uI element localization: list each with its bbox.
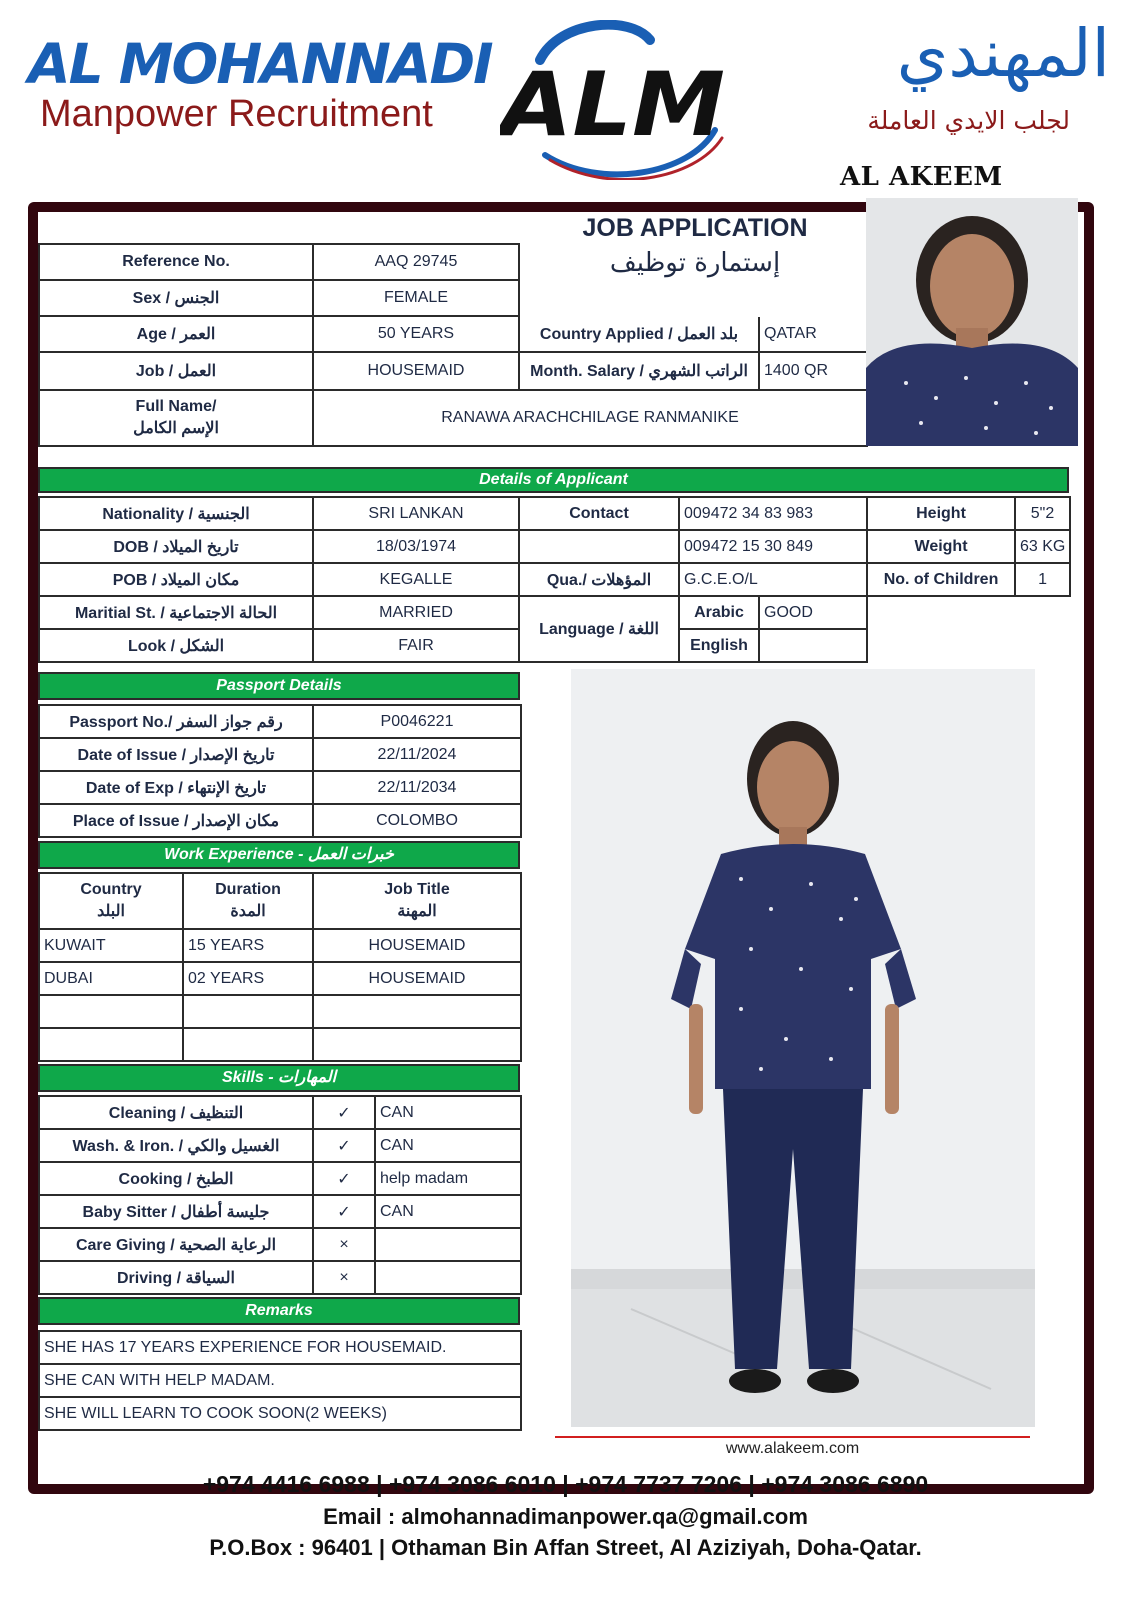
- skill-mark: ✓: [313, 1195, 375, 1228]
- skill-mark: ✓: [313, 1162, 375, 1195]
- arabic-label: Arabic: [679, 596, 759, 629]
- work-country: [39, 995, 183, 1028]
- skill-row: [39, 1096, 521, 1129]
- phone-2: 009472 15 30 849: [679, 530, 867, 563]
- remark-line: SHE WILL LEARN TO COOK SOON(2 WEEKS): [39, 1397, 521, 1430]
- skill-mark: ×: [313, 1228, 375, 1261]
- brand-name: AL MOHANNADI: [28, 32, 492, 96]
- look-label: Look / الشكل: [39, 629, 313, 662]
- table-row: [39, 1028, 521, 1061]
- page-title: JOB APPLICATION: [582, 214, 808, 242]
- height-label: Height: [867, 497, 1015, 530]
- passport-no-value: P0046221: [313, 705, 521, 738]
- language-label: Language / اللغة: [519, 596, 679, 662]
- weight-label: Weight: [867, 530, 1015, 563]
- work-experience-table: [38, 872, 522, 1062]
- remarks-heading: Remarks: [38, 1297, 520, 1325]
- table-row: [39, 962, 521, 995]
- nationality-label: Nationality / الجنسية: [39, 497, 313, 530]
- skill-note: [375, 1261, 521, 1294]
- skills-heading: Skills - المهارات: [38, 1064, 520, 1092]
- skill-mark: ✓: [313, 1096, 375, 1129]
- skill-label: Wash. & Iron. / الغسيل والكي: [39, 1129, 313, 1162]
- phone-1: 009472 34 83 983: [679, 497, 867, 530]
- skill-label: Care Giving / الرعاية الصحية: [39, 1228, 313, 1261]
- work-country: KUWAIT: [39, 929, 183, 962]
- alm-logo: [500, 20, 730, 180]
- job-value: HOUSEMAID: [313, 352, 519, 390]
- country-applied-label: Country Applied / بلد العمل: [519, 316, 759, 352]
- skill-row: [39, 1195, 521, 1228]
- arabic-value: GOOD: [759, 596, 867, 629]
- passport-table: [38, 704, 522, 838]
- children-value: 1: [1015, 563, 1070, 596]
- skill-note: [375, 1228, 521, 1261]
- footer-phones: +974 4416 6988 | +974 3086 6010 | +974 7737 7206 | +974 3086 6890: [202, 1471, 929, 1497]
- issue-place-value: COLOMBO: [313, 804, 521, 837]
- issue-place-label: Place of Issue / مكان الإصدار: [39, 804, 313, 837]
- age-label: Age / العمر: [39, 316, 313, 352]
- sex-value: FEMALE: [313, 280, 519, 316]
- skill-note: CAN: [375, 1096, 521, 1129]
- look-value: FAIR: [313, 629, 519, 662]
- work-job: [313, 995, 521, 1028]
- salary-value: 1400 QR: [759, 352, 867, 390]
- svg-text:ALM: ALM: [500, 53, 725, 156]
- partner-name: AL AKEEM: [840, 162, 1003, 192]
- qualification-label: Qua./ المؤهلات: [519, 563, 679, 596]
- contact-label: Contact: [519, 497, 679, 530]
- col-job-title: Job Title المهنة: [313, 873, 521, 929]
- dob-label: DOB / تاريخ الميلاد: [39, 530, 313, 563]
- nationality-value: SRI LANKAN: [313, 497, 519, 530]
- work-duration: 15 YEARS: [183, 929, 313, 962]
- applicant-details-table: [38, 496, 1071, 663]
- website-link[interactable]: www.alakeem.com: [555, 1436, 1030, 1458]
- height-value: 5"2: [1015, 497, 1070, 530]
- pob-label: POB / مكان الميلاد: [39, 563, 313, 596]
- remark-line: SHE CAN WITH HELP MADAM.: [39, 1364, 521, 1397]
- reference-label: Reference No.: [39, 244, 313, 280]
- full-body-photo: [571, 669, 1035, 1427]
- country-applied-value: QATAR: [759, 316, 867, 352]
- col-duration: Duration المدة: [183, 873, 313, 929]
- work-duration: [183, 995, 313, 1028]
- skill-label: Cleaning / التنظيف: [39, 1096, 313, 1129]
- skills-table: [38, 1095, 522, 1295]
- work-duration: 02 YEARS: [183, 962, 313, 995]
- table-row: [39, 929, 521, 962]
- pob-value: KEGALLE: [313, 563, 519, 596]
- table-row: [39, 995, 521, 1028]
- remarks-table: [38, 1330, 522, 1431]
- col-country: Country البلد: [39, 873, 183, 929]
- reference-value: AAQ 29745: [313, 244, 519, 280]
- skill-mark: ✓: [313, 1129, 375, 1162]
- footer-email[interactable]: Email : almohannadimanpower.qa@gmail.com: [323, 1504, 808, 1529]
- passport-no-label: Passport No./ رقم جواز السفر: [39, 705, 313, 738]
- expiry-date-value: 22/11/2034: [313, 771, 521, 804]
- marital-value: MARRIED: [313, 596, 519, 629]
- weight-value: 63 KG: [1015, 530, 1070, 563]
- work-job: HOUSEMAID: [313, 962, 521, 995]
- full-name-label: Full Name/ الإسم الكامل: [39, 390, 313, 446]
- age-value: 50 YEARS: [313, 316, 519, 352]
- skill-note: CAN: [375, 1129, 521, 1162]
- skill-label: Driving / السياقة: [39, 1261, 313, 1294]
- skill-note: help madam: [375, 1162, 521, 1195]
- work-duration: [183, 1028, 313, 1061]
- work-experience-heading: Work Experience - خبرات العمل: [38, 841, 520, 869]
- work-job: HOUSEMAID: [313, 929, 521, 962]
- children-label: No. of Children: [867, 563, 1015, 596]
- skill-label: Baby Sitter / جليسة أطفال: [39, 1195, 313, 1228]
- remark-line: SHE HAS 17 YEARS EXPERIENCE FOR HOUSEMAID.: [39, 1331, 521, 1364]
- footer-address: P.O.Box : 96401 | Othaman Bin Affan Street, Al Aziziyah, Doha-Qatar.: [209, 1535, 922, 1560]
- details-heading: Details of Applicant: [38, 467, 1069, 493]
- skill-row: [39, 1162, 521, 1195]
- page-title-arabic: إستمارة توظيف: [609, 248, 781, 278]
- passport-heading: Passport Details: [38, 672, 520, 700]
- skill-row: [39, 1129, 521, 1162]
- job-label: Job / العمل: [39, 352, 313, 390]
- dob-value: 18/03/1974: [313, 530, 519, 563]
- work-country: [39, 1028, 183, 1061]
- expiry-date-label: Date of Exp / تاريخ الإنتهاء: [39, 771, 313, 804]
- english-label: English: [679, 629, 759, 662]
- skill-row: [39, 1228, 521, 1261]
- brand-subtitle-arabic: لجلب الايدي العاملة: [867, 106, 1070, 135]
- brand-subtitle: Manpower Recruitment: [40, 93, 433, 135]
- english-value: [759, 629, 867, 662]
- skill-note: CAN: [375, 1195, 521, 1228]
- brand-name-arabic: المهندي: [896, 15, 1110, 92]
- salary-label: Month. Salary / الراتب الشهري: [519, 352, 759, 390]
- sex-label: Sex / الجنس: [39, 280, 313, 316]
- marital-label: Maritial St. / الحالة الاجتماعية: [39, 596, 313, 629]
- skill-mark: ×: [313, 1261, 375, 1294]
- qualification-value: G.C.E.O/L: [679, 563, 867, 596]
- skill-row: [39, 1261, 521, 1294]
- portrait-photo: [866, 198, 1078, 446]
- reference-table: [38, 243, 868, 447]
- issue-date-value: 22/11/2024: [313, 738, 521, 771]
- work-job: [313, 1028, 521, 1061]
- skill-label: Cooking / الطبخ: [39, 1162, 313, 1195]
- full-name-value: RANAWA ARACHCHILAGE RANMANIKE: [313, 390, 867, 446]
- issue-date-label: Date of Issue / تاريخ الإصدار: [39, 738, 313, 771]
- work-country: DUBAI: [39, 962, 183, 995]
